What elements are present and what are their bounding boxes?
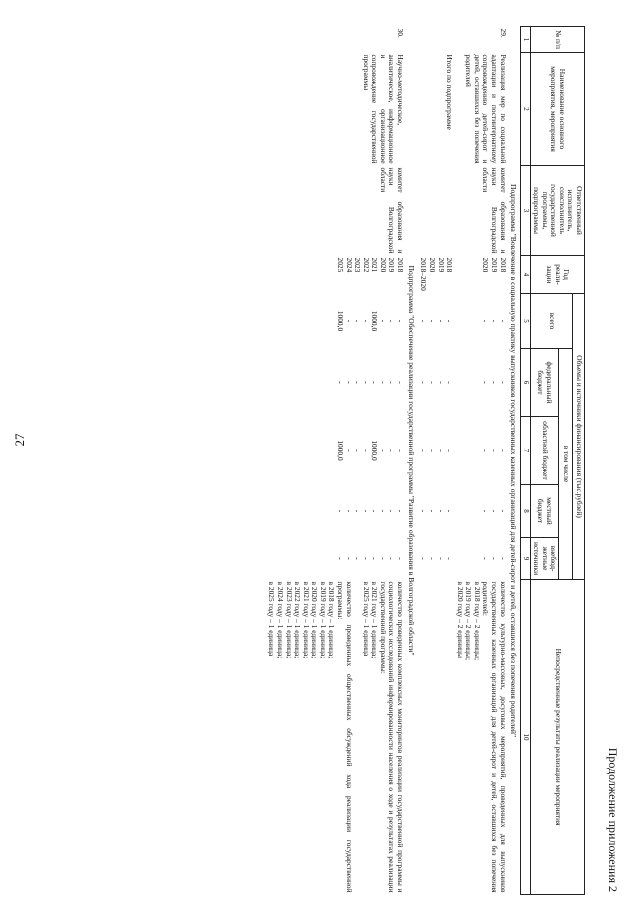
- header-year: Год реали- зации: [530, 256, 584, 294]
- column-index: 10: [521, 580, 530, 895]
- appendix-continuation: Продолжение приложения 2: [606, 747, 620, 892]
- column-index: 1: [521, 27, 530, 53]
- header-local-budget: местный бюджет: [530, 485, 559, 538]
- column-index-row: [521, 27, 530, 895]
- years: 2018 2019 2020: [481, 257, 508, 273]
- section-title: Подпрограмма "Вовлечение в социальную практику выпускников государственных казенных организаций для детей-сирот и детей, оставшихся без попечения родителей": [509, 184, 519, 738]
- regional-values: - - - -: [419, 449, 455, 452]
- section-title-row: [405, 27, 418, 895]
- row-number: 29.: [498, 28, 508, 38]
- extrabudgetary-values: - - -: [481, 557, 508, 560]
- page-number: 27: [12, 433, 27, 447]
- header-responsible: Ответственный исполнитель, соисполнитель государственной программы, подпрограммы: [530, 166, 584, 256]
- total-values: - - -: [481, 319, 508, 323]
- regional-values: - - - 1000,0 - - - 1000,0: [336, 440, 406, 461]
- row-number: 30.: [396, 28, 406, 38]
- header-extrabudgetary: внебюд- жетные источники: [530, 538, 559, 580]
- header-event-name: Наименование основного мероприятия, мероприятия: [530, 53, 584, 166]
- total-values: - - - -: [419, 319, 455, 323]
- local-values: - - -: [481, 509, 508, 513]
- program-table: [266, 26, 585, 895]
- federal-values: - - -: [481, 381, 508, 384]
- years: 2018 2019 2020 2021 2022 2023 2024 2025: [336, 257, 406, 273]
- header-funding: Объемы и источники финансирования (тыс.рублей): [573, 294, 585, 580]
- table-row: [266, 27, 405, 895]
- header-federal-budget: федеральный бюджет: [530, 349, 559, 417]
- extrabudgetary-values: - - - -: [419, 557, 455, 560]
- federal-values: - - - -: [419, 381, 455, 384]
- column-index: 5: [521, 294, 530, 349]
- event-name: Научно-методическое, аналитическое, информационное и организационное сопровождение государственной программы: [361, 54, 406, 164]
- column-index: 8: [521, 485, 530, 538]
- row-number: [418, 27, 454, 53]
- header-result: Непосредственные результаты реализации мероприятия: [530, 580, 584, 895]
- column-index: 4: [521, 256, 530, 294]
- column-index: 9: [521, 538, 530, 580]
- subtotal-label: Итого по подпрограмме: [445, 54, 455, 130]
- responsible: комитет образования и науки Волгоградской области: [378, 167, 406, 254]
- responsible: комитет образования и науки Волгоградской области: [481, 167, 508, 254]
- section-title-row: [508, 27, 521, 895]
- column-index: 6: [521, 349, 530, 417]
- header-number: № п/п: [530, 27, 584, 53]
- section-title: Подпрограмма "Обеспечение реализации государственной программы "Развитие образования в Волгоградской области": [406, 265, 416, 656]
- local-values: - - - -: [419, 509, 455, 513]
- federal-values: - - - - - - - -: [336, 381, 406, 384]
- regional-values: - - -: [481, 449, 508, 452]
- result-text: [418, 580, 454, 895]
- table-row: [418, 27, 454, 895]
- years: 2018 2019 2020 2018–2020: [419, 257, 455, 291]
- header-total: всего: [530, 294, 573, 349]
- column-index: 7: [521, 417, 530, 485]
- extrabudgetary-values: - - - - - - - -: [336, 557, 406, 560]
- header-including: в том числе: [559, 349, 573, 580]
- table-row: [454, 27, 507, 895]
- result-text: количество проведенных комплексных мониторингов реализации государственной программы и социологических исследований информированности населения о ходе и результатах реализации государственной программы: в 2021 году – 1 единица; в 2025 году – 1 единица количество проведенных общественных обсуждений хода реализации государственной программы: в 2018 году – 1 единица; в 2019 году – 1 единица; в 2020 году – 1 единица; в 2021 году – 1 единица; в 2022 году – 1 единица; в 2023 году – 1 единица; в 2024 году – 1 единица; в 2025 году – 1 единица: [267, 581, 406, 893]
- responsible: [418, 166, 454, 256]
- header-regional-budget: областной бюджет: [530, 417, 559, 485]
- event-name: Реализация мер по социальной адаптации и постинтернатному сопровождению детей-сирот и детей, оставшихся без попечения родителей: [464, 54, 508, 164]
- column-index: 2: [521, 53, 530, 166]
- local-values: - - - - - - - -: [336, 509, 406, 513]
- column-index: 3: [521, 166, 530, 256]
- result-text: количество культурно-массовых, досуговых мероприятий, проведенных для выпускников государственных казенных организаций для детей-сирот и детей, оставшихся без попечения родителей: в 2018 году – 2 единицы; в 2019 году – 2 единицы; в 2020 году – 2 единицы: [455, 581, 508, 893]
- total-values: - - - 1000,0 - - - 1000,0: [336, 310, 406, 332]
